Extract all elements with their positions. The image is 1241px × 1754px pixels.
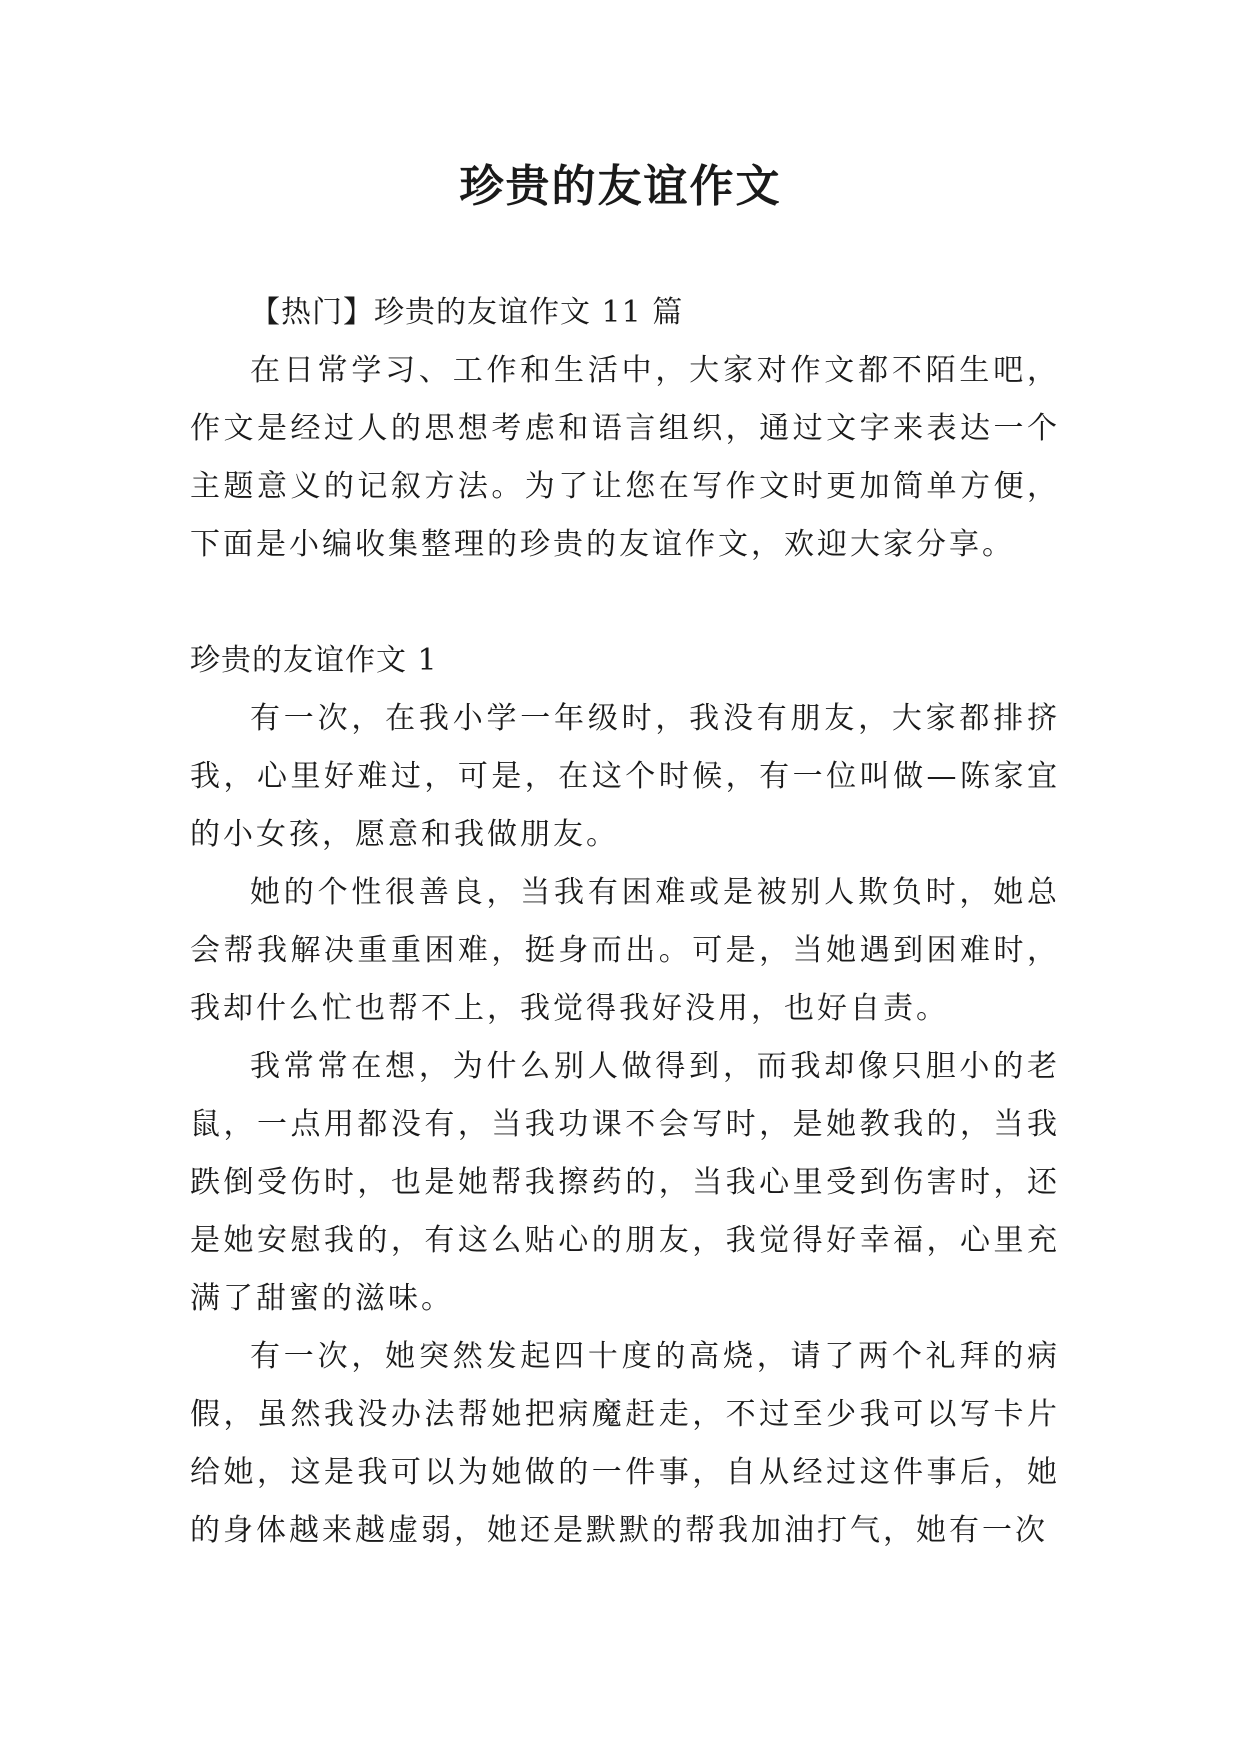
body-paragraph: 她的个性很善良，当我有困难或是被别人欺负时，她总会帮我解决重重困难，挺身而出。可是，当她遇到困难时，我却什么忙也帮不上，我觉得我好没用，也好自责。 [190, 875, 1060, 1026]
intro-paragraph: 在日常学习、工作和生活中，大家对作文都不陌生吧，作文是经过人的思想考虑和语言组织，通过文字来表达一个主题意义的记叙方法。为了让您在写作文时更加简单方便，下面是小编收集整理的珍贵的友谊作文，欢迎大家分享。 [190, 353, 1060, 562]
document-title: 珍贵的友谊作文 [459, 161, 782, 212]
body-paragraph: 有一次，她突然发起四十度的高烧，请了两个礼拜的病假，虽然我没办法帮她把病魔赶走，不过至少我可以写卡片给她，这是我可以为她做的一件事，自从经过这件事后，她的身体越来越虚弱，她还是默默的帮我加油打气，她有一次 [190, 1339, 1060, 1548]
body-paragraph: 我常常在想，为什么别人做得到，而我却像只胆小的老鼠，一点用都没有，当我功课不会写时，是她教我的，当我跌倒受伤时，也是她帮我擦药的，当我心里受到伤害时，还是她安慰我的，有这么贴心的朋友，我觉得好幸福，心里充满了甜蜜的滋味。 [190, 1049, 1060, 1316]
section-title: 珍贵的友谊作文 1 [190, 643, 438, 678]
document-subtitle: 【热门】珍贵的友谊作文 11 篇 [250, 295, 684, 330]
document-body [190, 284, 1060, 1560]
body-paragraph: 有一次，在我小学一年级时，我没有朋友，大家都排挤我，心里好难过，可是，在这个时候，有一位叫做—陈家宜的小女孩，愿意和我做朋友。 [190, 701, 1060, 852]
